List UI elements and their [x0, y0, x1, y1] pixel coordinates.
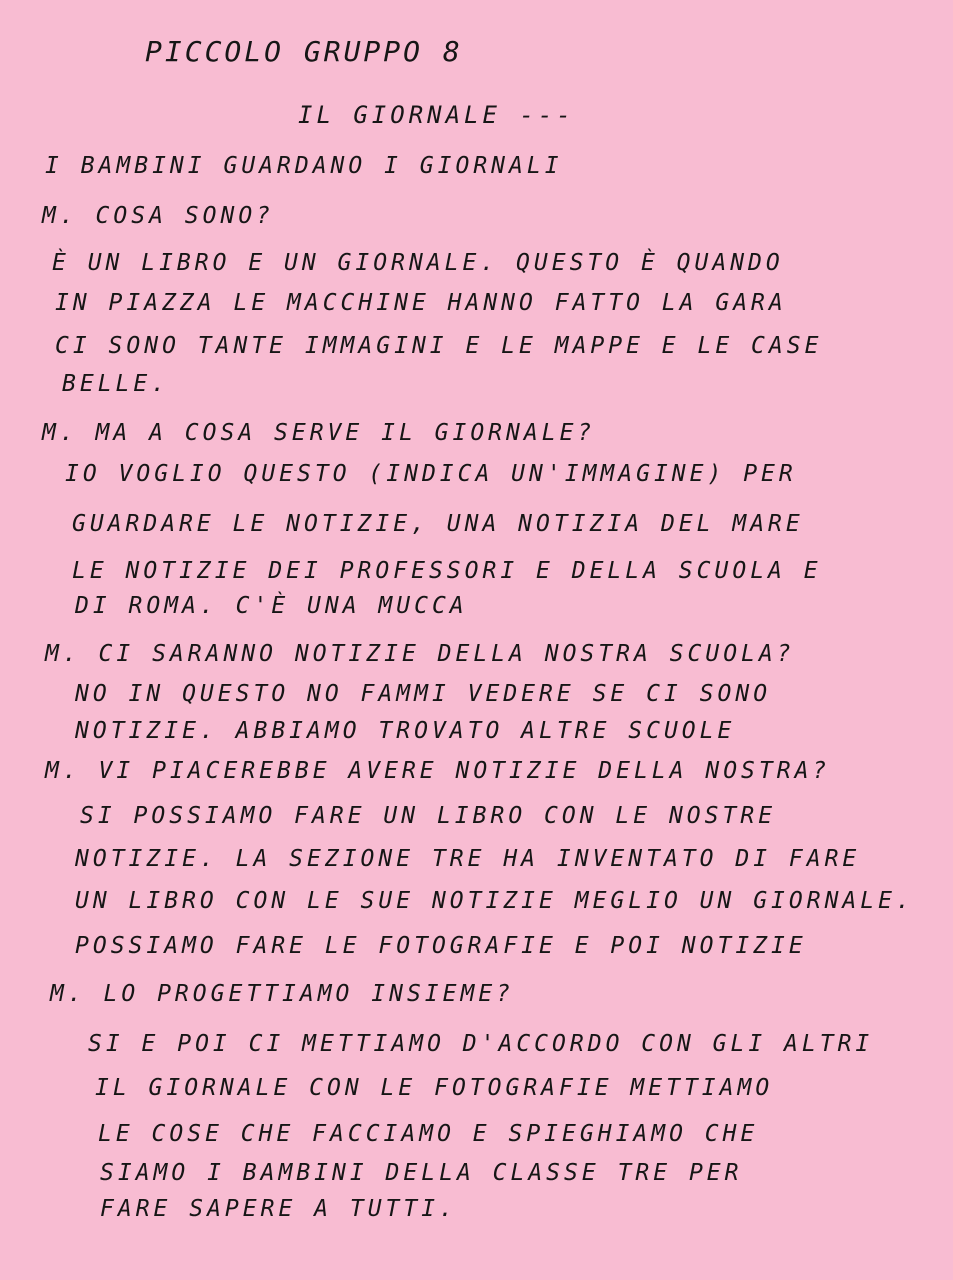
text-line: POSSIAMO FARE LE FOTOGRAFIE E POI NOTIZIE [75, 933, 807, 959]
text-line: M. COSA SONO? [42, 203, 275, 229]
page-title: PICCOLO GRUPPO 8 [145, 35, 463, 68]
text-line: È UN LIBRO E UN GIORNALE. QUESTO È QUANDO [52, 250, 784, 276]
text-line: SIAMO I BAMBINI DELLA CLASSE TRE PER [100, 1160, 743, 1186]
text-line: M. VI PIACEREBBE AVERE NOTIZIE DELLA NOSTRA? [45, 758, 831, 784]
text-line: IL GIORNALE CON LE FOTOGRAFIE METTIAMO [95, 1075, 774, 1101]
text-line: BELLE. [62, 371, 170, 397]
text-line: M. LO PROGETTIAMO INSIEME? [50, 981, 515, 1007]
text-line: DI ROMA. C'È UNA MUCCA [75, 593, 468, 619]
text-line: I BAMBINI GUARDANO I GIORNALI [45, 153, 563, 179]
text-line: LE NOTIZIE DEI PROFESSORI E DELLA SCUOLA E [72, 558, 822, 584]
text-line: NO IN QUESTO NO FAMMI VEDERE SE CI SONO [75, 681, 772, 707]
text-line: NOTIZIE. ABBIAMO TROVATO ALTRE SCUOLE [75, 718, 736, 744]
text-line: IO VOGLIO QUESTO (INDICA UN'IMMAGINE) PER [65, 461, 797, 487]
text-line: SI E POI CI METTIAMO D'ACCORDO CON GLI ALTRI [88, 1031, 874, 1057]
text-line: CI SONO TANTE IMMAGINI E LE MAPPE E LE CASE [55, 333, 823, 359]
page-subtitle: IL GIORNALE --- [298, 101, 575, 129]
text-line: LE COSE CHE FACCIAMO E SPIEGHIAMO CHE [98, 1121, 759, 1147]
text-line: M. MA A COSA SERVE IL GIORNALE? [42, 420, 596, 446]
text-line: IN PIAZZA LE MACCHINE HANNO FATTO LA GARA [55, 290, 787, 316]
text-line: NOTIZIE. LA SEZIONE TRE HA INVENTATO DI FARE [75, 846, 861, 872]
text-line: SI POSSIAMO FARE UN LIBRO CON LE NOSTRE [80, 803, 777, 829]
text-line: M. CI SARANNO NOTIZIE DELLA NOSTRA SCUOLA? [45, 641, 795, 667]
text-line: UN LIBRO CON LE SUE NOTIZIE MEGLIO UN GIORNALE. [75, 888, 914, 914]
text-line: GUARDARE LE NOTIZIE, UNA NOTIZIA DEL MARE [72, 511, 804, 537]
text-line: FARE SAPERE A TUTTI. [100, 1196, 457, 1222]
